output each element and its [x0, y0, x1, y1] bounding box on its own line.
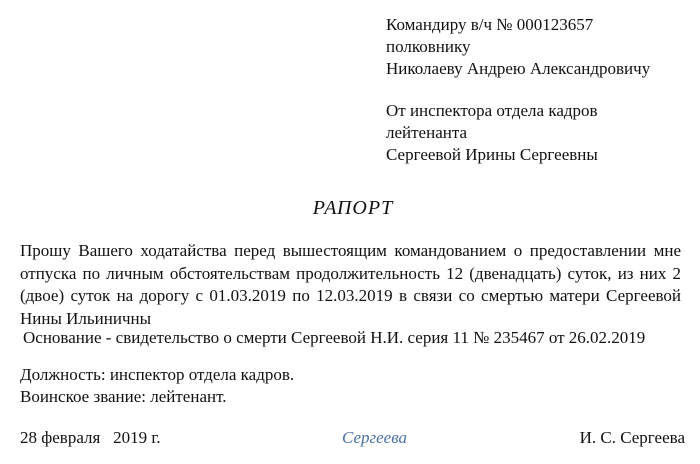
addressee-rank: полковнику — [386, 37, 471, 56]
rank-line: Воинское звание: лейтенант. — [20, 387, 227, 406]
sender-name: Сергеевой Ирины Сергеевны — [386, 145, 598, 164]
handwritten-signature: Сергеева — [342, 428, 407, 447]
sender-position: От инспектора отдела кадров — [386, 101, 598, 120]
post-line: Должность: инспектор отдела кадров. — [20, 365, 295, 384]
spacer — [386, 80, 686, 100]
addressee-block — [386, 14, 686, 166]
basis-line: Основание - свидетельство о смерти Сергеевой Н.И. серия 11 № 235467 от 26.02.2019 — [23, 328, 646, 347]
addressee-name: Николаеву Андрею Александровичу — [386, 59, 651, 78]
position-block — [20, 364, 520, 408]
document-title: РАПОРТ — [312, 197, 394, 219]
addressee-unit: Командиру в/ч № 000123657 — [386, 15, 594, 34]
request-body: Прошу Вашего ходатайства перед вышестоящим командованием о предоставлении мне отпуска по личным обстоятельствам продолжительность 12 (двенадцать) суток, из них 2 (двое) суток на дорогу с 01.03.2019 по 12.03.2019 в связи со смертью матери Сергеевой Нины Ильиничны — [20, 241, 681, 328]
signer-name: И. С. Сергеева — [579, 428, 685, 447]
signature-footer — [20, 427, 685, 451]
date-text: 28 февраля 2019 г. — [20, 428, 161, 447]
sender-rank: лейтенанта — [386, 123, 468, 142]
